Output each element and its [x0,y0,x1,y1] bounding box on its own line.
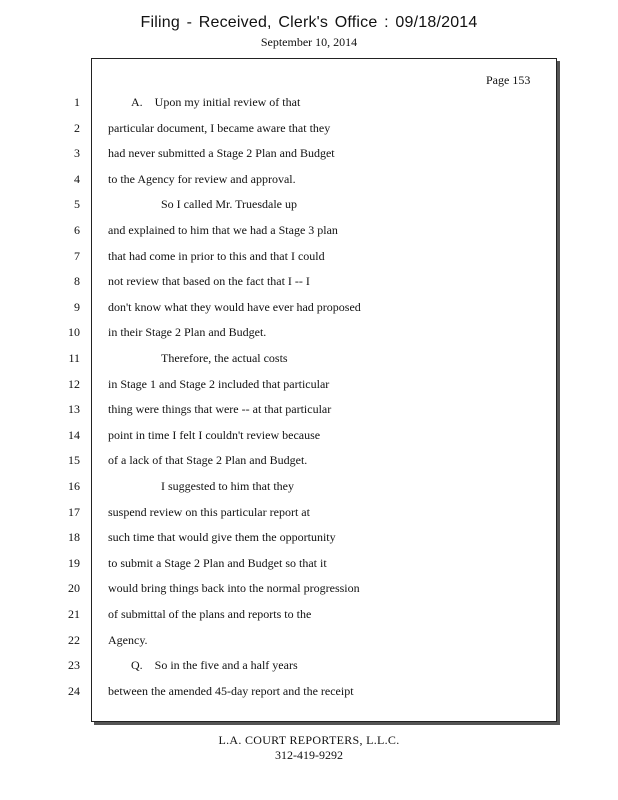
transcript-line [0,222,618,247]
transcript-line [0,555,618,580]
line-text: Q. So in the five and a half years [131,658,298,673]
line-text: not review that based on the fact that I -- I [108,274,310,289]
transcript-line [0,248,618,273]
line-text: thing were things that were -- at that particular [108,402,332,417]
transcript-line [0,94,618,119]
line-number: 16 [68,479,80,493]
transcript-line [0,427,618,452]
line-text: in Stage 1 and Stage 2 included that particular [108,376,330,391]
transcript-line [0,632,618,657]
line-number: 8 [74,274,80,289]
line-number: 12 [68,376,80,391]
line-number: 4 [74,171,80,186]
transcript-line [0,529,618,554]
line-text: suspend review on this particular report at [108,504,310,519]
line-number: 2 [74,120,80,135]
line-text: to submit a Stage 2 Plan and Budget so that it [108,555,327,570]
line-text: particular document, I became aware that they [108,120,331,135]
line-text: that had come in prior to this and that I could [108,248,325,263]
transcript-line [0,606,618,631]
line-text: A. Upon my initial review of that [131,95,301,109]
line-text: between the amended 45-day report and the receipt [108,683,354,698]
transcript-line [0,120,618,145]
deposition-date: September 10, 2014 [260,35,358,49]
line-text: point in time I felt I couldn't review because [108,427,321,442]
line-text: I suggested to him that they [161,479,294,493]
line-text: had never submitted a Stage 2 Plan and Budget [108,146,335,161]
line-text: in their Stage 2 Plan and Budget. [108,325,267,340]
line-text: Agency. [108,632,148,647]
transcript-line [0,324,618,349]
transcript-line [0,657,618,682]
line-number: 13 [68,402,80,417]
line-number: 1 [74,95,80,109]
transcript-line [0,683,618,708]
line-number: 24 [68,683,80,698]
footer-company: L.A. COURT REPORTERS, L.L.C. [218,733,400,747]
line-number: 18 [68,530,80,545]
line-number: 11 [68,351,80,365]
transcript-line [0,478,618,503]
transcript-line [0,580,618,605]
line-number: 15 [68,453,80,468]
line-text: don't know what they would have ever had proposed [108,299,361,314]
transcript-line [0,376,618,401]
line-text: would bring things back into the normal progression [108,581,360,596]
transcript-line [0,299,618,324]
line-number: 10 [68,325,80,340]
line-number: 21 [68,607,80,621]
line-text: of a lack of that Stage 2 Plan and Budget. [108,453,308,468]
line-number: 7 [74,248,80,263]
line-number: 19 [68,555,80,570]
line-text: and explained to him that we had a Stage 3 plan [108,223,338,237]
line-number: 3 [74,146,80,161]
line-number: 17 [68,504,80,519]
transcript-line [0,145,618,170]
transcript-line [0,196,618,221]
line-text: Therefore, the actual costs [161,351,288,365]
line-number: 22 [68,632,80,647]
line-text: to the Agency for review and approval. [108,171,296,186]
page-number: Page 153 [486,73,531,87]
transcript-line [0,350,618,375]
filing-stamp: Filing - Received, Clerk's Office : 09/18/2014 [140,14,478,31]
line-number: 20 [68,581,80,596]
transcript-line [0,504,618,529]
line-text: So I called Mr. Truesdale up [161,197,297,212]
transcript-line [0,171,618,196]
line-text: of submittal of the plans and reports to the [108,607,312,621]
transcript-line [0,452,618,477]
transcript-line [0,401,618,426]
line-number: 5 [74,197,80,212]
line-number: 14 [68,427,80,442]
transcript-line [0,273,618,298]
line-number: 9 [74,299,80,314]
line-number: 6 [74,223,80,237]
line-text: such time that would give them the opportunity [108,530,336,545]
footer-phone: 312-419-9292 [275,748,343,762]
line-number: 23 [68,658,80,673]
